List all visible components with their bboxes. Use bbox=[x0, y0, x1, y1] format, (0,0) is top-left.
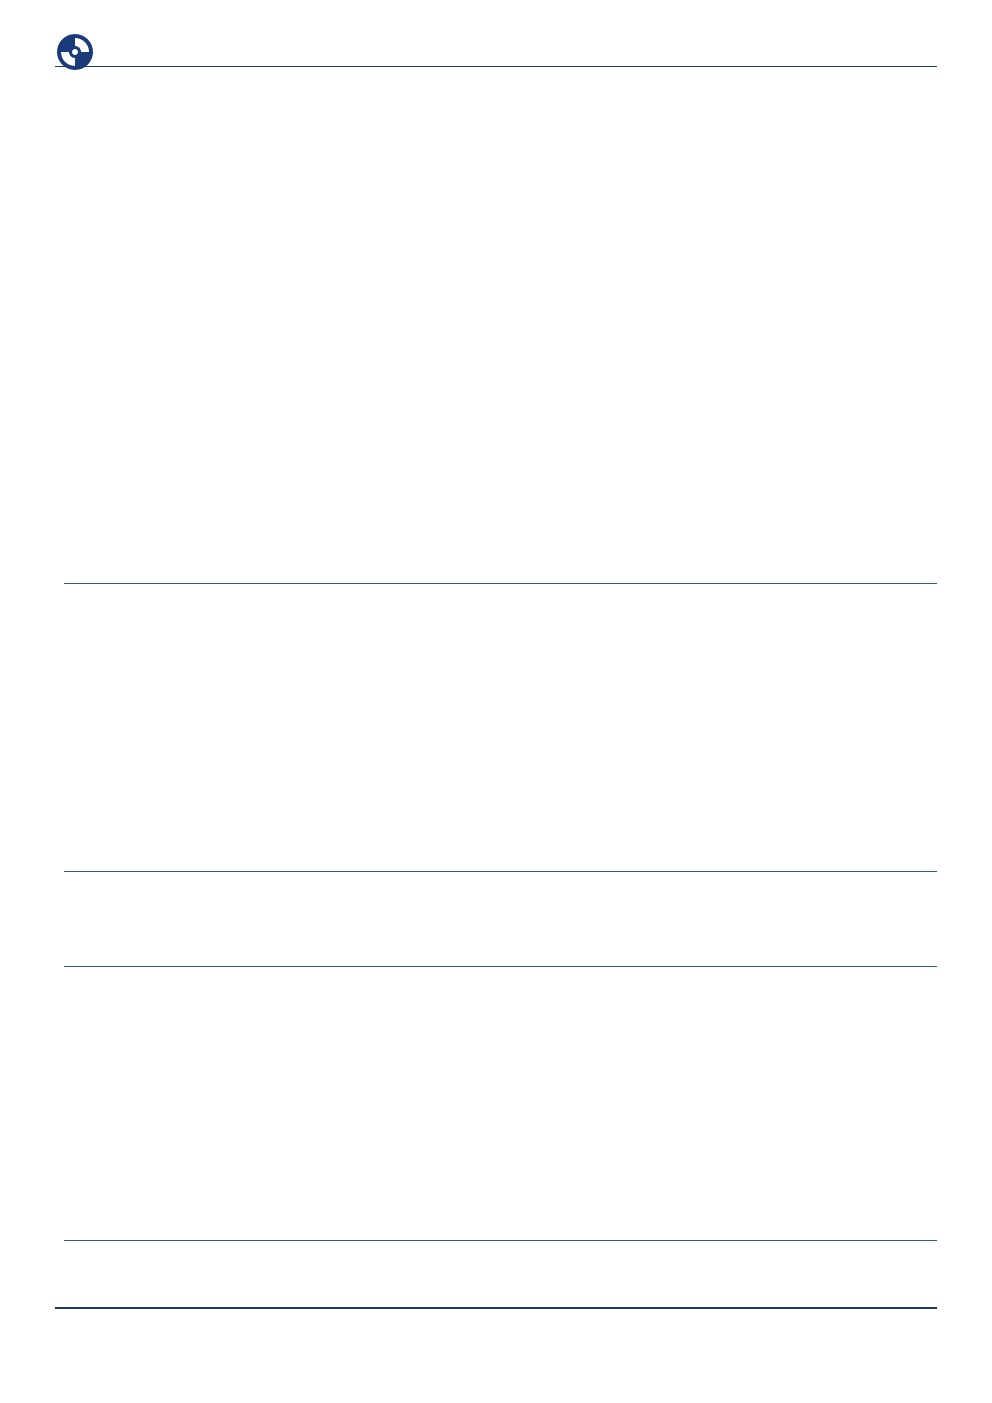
figure1-bottom-rule bbox=[64, 871, 937, 872]
figure2-bottom-rule bbox=[64, 1240, 937, 1241]
excess-return-chart bbox=[64, 588, 937, 870]
header-divider bbox=[55, 66, 937, 67]
footer-divider bbox=[55, 1307, 937, 1309]
figure2-top-rule bbox=[64, 966, 937, 967]
figure1-top-rule bbox=[64, 583, 937, 584]
